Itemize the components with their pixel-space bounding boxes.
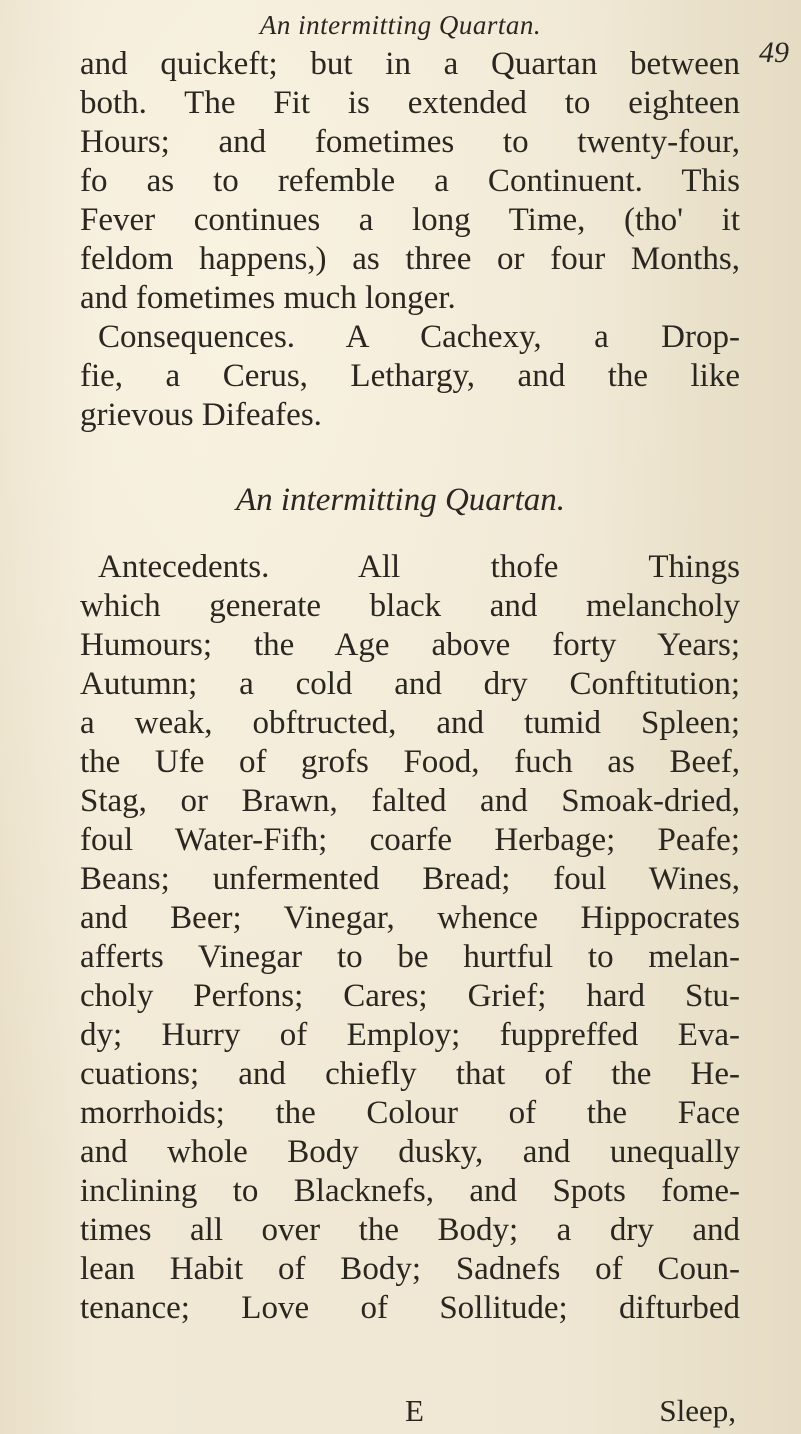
text-line: Humours; the Age above forty Years;: [80, 627, 740, 663]
text-line: Stag, or Brawn, falted and Smoak-dried,: [80, 783, 740, 819]
text-line: Fever continues a long Time, (tho' it: [80, 202, 740, 238]
text-line: and quickeft; but in a Quartan between: [80, 46, 740, 82]
page-number: 49: [759, 36, 789, 69]
text-line: morrhoids; the Colour of the Face: [80, 1095, 740, 1131]
text-line: feldom happens,) as three or four Months,: [80, 241, 740, 277]
text-line: choly Perfons; Cares; Grief; hard Stu-: [80, 978, 740, 1014]
text-line: afferts Vinegar to be hurtful to melan-: [80, 939, 740, 975]
text-line: foul Water-Fifh; coarfe Herbage; Peafe;: [80, 822, 740, 858]
page-footer: [0, 1393, 801, 1433]
text-line: grievous Difeafes.: [80, 397, 322, 433]
signature-mark: E: [405, 1393, 424, 1428]
text-line: Beans; unfermented Bread; foul Wines,: [80, 861, 740, 897]
running-head: An intermitting Quartan.: [259, 10, 542, 40]
text-line-antecedents: Antecedents. All thofe Things: [98, 549, 740, 585]
text-line: cuations; and chiefly that of the He-: [80, 1056, 740, 1092]
paragraph-fever-duration: [80, 45, 740, 435]
text-line: inclining to Blacknefs, and Spots fome-: [80, 1173, 740, 1209]
text-line: tenance; Love of Sollitude; difturbed: [80, 1290, 740, 1326]
catchword: Sleep,: [659, 1393, 736, 1428]
text-line: lean Habit of Body; Sadnefs of Coun-: [80, 1251, 740, 1287]
text-line: Hours; and fometimes to twenty-four,: [80, 124, 740, 160]
text-line: and whole Body dusky, and unequally: [80, 1134, 740, 1170]
text-line: and Beer; Vinegar, whence Hippocrates: [80, 900, 740, 936]
text-line: fo as to refemble a Continuent. This: [80, 163, 740, 199]
section-heading: An intermitting Quartan.: [235, 482, 566, 518]
text-line: fie, a Cerus, Lethargy, and the like: [80, 358, 740, 394]
text-line: times all over the Body; a dry and: [80, 1212, 740, 1248]
text-line: a weak, obftructed, and tumid Spleen;: [80, 705, 740, 741]
paragraph-antecedents: [80, 548, 740, 1328]
text-line: both. The Fit is extended to eighteen: [80, 85, 740, 121]
text-line: and fometimes much longer.: [80, 280, 456, 316]
text-line: which generate black and melancholy: [80, 588, 740, 624]
text-line: Autumn; a cold and dry Conftitution;: [80, 666, 740, 702]
text-line: dy; Hurry of Employ; fuppreffed Eva-: [80, 1017, 740, 1053]
text-line: the Ufe of grofs Food, fuch as Beef,: [80, 744, 740, 780]
text-line-consequences: Consequences. A Cachexy, a Drop-: [98, 319, 740, 355]
